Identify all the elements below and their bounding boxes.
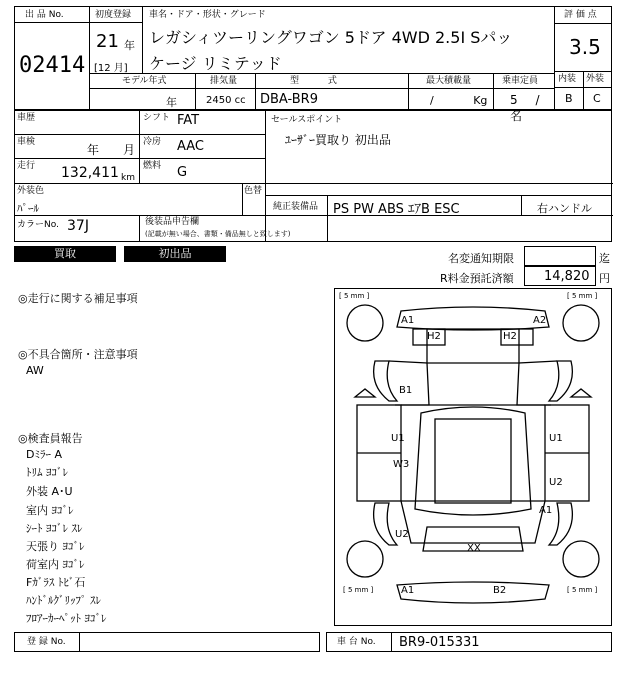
fuel-value: G (177, 165, 188, 180)
deadline-box (524, 246, 596, 266)
recycle-label: R料金預託済額 (440, 272, 514, 285)
report-line: 室内 ﾖｺﾞﾚ (26, 504, 74, 517)
recycle-unit: 円 (599, 272, 610, 285)
registration-number-box (14, 632, 320, 652)
color-no-label: カラーNo. (17, 220, 59, 230)
report-line: ﾄﾘﾑ ﾖｺﾞﾚ (26, 466, 68, 479)
score-box (554, 6, 612, 110)
damage-mark-u1-right: U1 (549, 433, 563, 444)
report-line: ｼｰﾄ ﾖｺﾞﾚ ｽﾚ (26, 522, 83, 535)
registration-year: 21 (96, 31, 119, 52)
tire-front-left: [ 5 mm ] (339, 292, 370, 300)
displacement: 2450 cc (206, 95, 246, 106)
recycle-amount: 14,820 (544, 269, 590, 284)
tire-rear-right: [ 5 mm ] (567, 586, 598, 594)
model-year-label: モデル年式 (122, 76, 167, 86)
report-line: ﾌﾛｱｰｶｰﾍﾟｯﾄ ﾖｺﾞﾚ (26, 612, 107, 625)
car-diagram (334, 288, 612, 626)
shift-label: シフト (143, 113, 171, 123)
registration-number-label: 登 録 No. (27, 637, 66, 647)
car-name-line1: レガシィツーリングワゴン 5ドア 4WD 2.5I Sパッ (149, 28, 513, 47)
equipment: PS PW ABS ｴｱB ESC (333, 202, 460, 217)
defects-title: ◎不具合箇所・注意事項 (18, 348, 138, 361)
car-name-line2: ケージ リミテッド (149, 54, 282, 73)
color-change-label: 色替 (244, 186, 263, 196)
capacity: 5 / 名 (510, 93, 540, 123)
report-line: 荷室内 ﾖｺﾞﾚ (26, 558, 85, 571)
tire-front-right: [ 5 mm ] (567, 292, 598, 300)
fuel-label: 燃料 (143, 161, 162, 171)
inspection-label: 車検 (17, 137, 36, 147)
chassis-number: BR9-015331 (399, 635, 480, 650)
notes-area (14, 286, 332, 626)
exterior-color: ﾊﾟｰﾙ (17, 202, 39, 215)
registration-year-unit: 年 (124, 39, 135, 52)
damage-mark-u2-left: U2 (395, 529, 409, 540)
inspection-year-unit: 年 (87, 143, 100, 157)
exterior-grade: C (593, 92, 601, 105)
damage-mark-a2-front: A2 (533, 315, 547, 326)
damage-mark-b1: B1 (399, 385, 413, 396)
capacity-label: 乗車定員 (502, 76, 539, 86)
first-registration-label: 初度登録 (95, 10, 132, 20)
damage-mark-h2-right: H2 (503, 331, 517, 342)
report-line: 外装 A･U (26, 485, 73, 498)
displacement-label: 排気量 (210, 76, 238, 86)
exterior-grade-label: 外装 (586, 74, 605, 84)
score-value: 3.5 (569, 35, 601, 59)
model-code-label: 型 式 (290, 76, 337, 86)
car-name-label: 車名・ドア・形状・グレード (149, 10, 266, 20)
max-load: / Kg (430, 94, 488, 107)
mileage-unit: km (121, 173, 135, 183)
tire-rear-left: [ 5 mm ] (343, 586, 374, 594)
inspection-month-unit: 月 (123, 143, 136, 157)
mileage-label: 走行 (17, 161, 36, 171)
ac-value: AAC (177, 139, 204, 154)
ac-label: 冷房 (143, 137, 162, 147)
model-year-unit: 年 (166, 96, 177, 109)
details-grid (14, 110, 612, 242)
damage-mark-u2-right: U2 (549, 477, 563, 488)
deadline-label: 名変通知期限 (448, 252, 514, 265)
score-label: 評 価 点 (564, 10, 597, 20)
first-registration-box (89, 6, 143, 74)
report-line: 天張り ﾖｺﾞﾚ (26, 540, 85, 553)
defects-text: AW (26, 364, 44, 377)
sales-point-label: セールスポイント (271, 115, 343, 125)
report-line: Fｶﾞﾗｽ ﾄﾋﾞ石 (26, 576, 86, 589)
aftermarket-note: (記載が無い場合、書類・備品無しと致します) (145, 230, 291, 238)
car-name-box (142, 6, 555, 74)
damage-mark-b2-rear: B2 (493, 585, 507, 596)
interior-grade: B (565, 92, 573, 105)
damage-mark-a1-right: A1 (539, 505, 553, 516)
chassis-number-label: 車 台 No. (337, 637, 376, 647)
registration-month: [12 月] (94, 63, 128, 74)
handle-side: 右ハンドル (537, 202, 592, 215)
damage-mark-h2-left: H2 (427, 331, 441, 342)
lot-number-box (14, 6, 90, 110)
history-label: 車歴 (17, 113, 36, 123)
car-outline (335, 289, 611, 625)
color-no: 37J (67, 218, 89, 234)
damage-mark-a1-front: A1 (401, 315, 415, 326)
deadline-unit: 迄 (599, 252, 610, 265)
sales-point: ﾕｰｻﾞｰ買取り 初出品 (285, 133, 391, 147)
damage-mark-u1-left: U1 (391, 433, 405, 444)
shift-value: FAT (177, 113, 200, 128)
damage-mark-w3: W3 (393, 459, 410, 470)
lot-number-label: 出 品 No. (25, 10, 64, 20)
max-load-label: 最大積載量 (426, 76, 472, 86)
inspector-title: ◎検査員報告 (18, 432, 83, 445)
model-code: DBA-BR9 (260, 92, 318, 107)
report-line: Dﾐﾗｰ A (26, 448, 62, 461)
damage-mark-xx: XX (467, 543, 481, 554)
tag-first-listing: 初出品 (124, 246, 226, 262)
mileage: 132,411 (61, 165, 119, 181)
interior-grade-label: 内装 (558, 74, 577, 84)
supplement-title: ◎走行に関する補足事項 (18, 292, 138, 305)
chassis-number-box (326, 632, 612, 652)
damage-mark-a1-rear: A1 (401, 585, 415, 596)
exterior-color-label: 外装色 (17, 186, 45, 196)
equipment-label: 純正装備品 (273, 202, 319, 212)
lot-number: 02414 (19, 53, 86, 78)
aftermarket-label: 後装品申告欄 (145, 217, 200, 227)
tag-buy: 買取 (14, 246, 116, 262)
report-line: ﾊﾝﾄﾞﾙｸﾞﾘｯﾌﾟ ｽﾚ (26, 594, 101, 607)
